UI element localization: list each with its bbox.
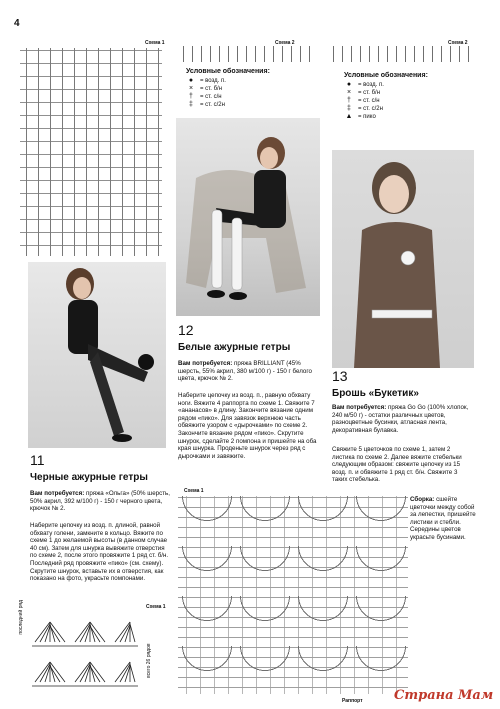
- needs-label: Вам потребуется:: [178, 360, 233, 367]
- page-number: 4: [14, 18, 20, 29]
- needs-label: Вам потребуется:: [332, 404, 387, 411]
- chain-stitch-icon: ●: [346, 81, 352, 88]
- legend-item: [186, 101, 306, 109]
- needs-text: пряжа BRILLIANT (45% шерсть, 55% акрил, 380 м/100 г) - 150 г белого цвета, крючок № 2.: [178, 360, 312, 383]
- treble-crochet-icon: ‡: [347, 105, 351, 112]
- legend-title: Условные обозначения:: [344, 72, 428, 79]
- watermark: Страна Мам: [394, 688, 494, 703]
- legend-item: [344, 113, 474, 121]
- legend-item: [186, 93, 306, 101]
- instructions: Наберите цепочку из возд. п., равную обхвату ноги. Вяжите 4 раппорта по схеме 1. Свяжите 7 «ананасов» в длину. Закончите вязание одним рядом «пико». Для завязок верхнюю часть обвяжите узором с «дырочками» по схеме 2. Закончите вязание рядом «пико». Скрутите шнурок, сделайте 2 помпона и пришейте на оба края шнурка. Проденьте шнурок через ряд с дырочками и завяжите.: [178, 392, 317, 460]
- assembly-text: [410, 496, 476, 542]
- assembly-label: Сборка:: [410, 496, 435, 503]
- legend-label: = возд. п.: [200, 78, 226, 84]
- project-title: Брошь «Букетик»: [332, 388, 419, 399]
- project-text: [178, 360, 322, 383]
- legend-label: = ст. б/н: [200, 86, 223, 92]
- needs-label: Вам потребуется:: [30, 490, 85, 497]
- legend-item: [344, 105, 474, 113]
- project-number: 11: [30, 452, 45, 468]
- single-crochet-icon: ×: [188, 85, 194, 92]
- legend-item: [186, 77, 306, 85]
- legend: [186, 68, 306, 109]
- chain-stitch-icon: ●: [188, 77, 194, 84]
- instructions: Наберите цепочку из возд. п. длиной, равной обхвату голени, замкните в кольцо. Вяжите по схеме 1 до желаемой высоты (в данном случае 40 см). Затем для шнурка вывяжите отверстия по схеме 2, после этого провяжите 1 ряд ст. б/н. Последний ряд провяжите «пико» (см. схему). Скрутите шнурок, вставьте их в отверстия, как показано на фото, украсьте помпонами.: [30, 522, 169, 583]
- photo-white-legwarmers: [176, 118, 320, 316]
- model-figure-icon: [28, 262, 166, 448]
- treble-crochet-icon: ‡: [189, 101, 193, 108]
- scheme-label: Схема 2: [448, 40, 468, 46]
- single-crochet-icon: ×: [346, 89, 352, 96]
- legend-label: = пико: [358, 114, 376, 120]
- row-label: последний ряд: [18, 600, 24, 635]
- legend-item: [186, 85, 306, 93]
- scheme-label: Схема 1: [184, 488, 204, 494]
- legend: [344, 72, 474, 121]
- rapport-label: Раппорт: [342, 698, 363, 704]
- legend-label: = ст. с/2н: [358, 106, 383, 112]
- legend-label: = ст. с/н: [358, 98, 380, 104]
- scheme-label: Схема 2: [275, 40, 295, 46]
- project-text: [332, 404, 474, 434]
- project-title: Белые ажурные гетры: [178, 342, 291, 353]
- row-label: всего 26 рядов: [146, 643, 152, 678]
- model-figure-icon: [332, 150, 474, 368]
- crochet-pineapple-chart: [178, 496, 408, 694]
- legend-item: [344, 89, 474, 97]
- needs-text: пряжа «Ольга» (50% шерсть, 50% акрил, 392 м/100 г) - 150 г черного цвета, крючок № 2.: [30, 490, 170, 513]
- needs-text: пряжа Go Go (100% хлопок, 240 м/50 г) - остатки различных цветов, разноцветные бусинки, атласная лента, декоративная булавка.: [332, 404, 469, 434]
- photo-black-legwarmers: [28, 262, 166, 448]
- project-text: [30, 490, 170, 513]
- legend-item: [344, 81, 474, 89]
- double-crochet-icon: †: [189, 93, 193, 100]
- crochet-pattern-chart: [328, 46, 470, 62]
- picot-icon: ▲: [345, 113, 353, 120]
- legend-item: [344, 97, 474, 105]
- legend-label: = возд. п.: [358, 82, 384, 88]
- assembly-body: сшейте цветочки между собой за лепестки, пришейте листики и стебли. Середины цветов украсьте бусинами.: [410, 496, 476, 541]
- legend-label: = ст. б/н: [358, 90, 381, 96]
- legend-label: = ст. с/н: [200, 94, 222, 100]
- model-figure-icon: [176, 118, 320, 316]
- double-crochet-icon: †: [347, 97, 351, 104]
- project-number: 13: [332, 368, 348, 384]
- legend-label: = ст. с/2н: [200, 102, 225, 108]
- project-number: 12: [178, 322, 194, 338]
- photo-brooch: [332, 150, 474, 368]
- crochet-pattern-chart: [178, 46, 314, 62]
- scheme-label: Схема 1: [146, 604, 166, 610]
- legend-title: Условные обозначения:: [186, 68, 270, 75]
- scheme-label: Схема 1: [145, 40, 165, 46]
- instructions: Свяжите 5 цветочков по схеме 1, затем 2 листика по схеме 2. Далее вяжите стебельки следующим образом: свяжите цепочку из 15 возд. п. и обвяжите 1 ряд ст. б/н. Свяжите 3 таких стебелька.: [332, 446, 462, 484]
- project-title: Черные ажурные гетры: [30, 472, 148, 483]
- crochet-pattern-chart: [20, 48, 162, 256]
- crochet-fan-chart: [30, 612, 140, 692]
